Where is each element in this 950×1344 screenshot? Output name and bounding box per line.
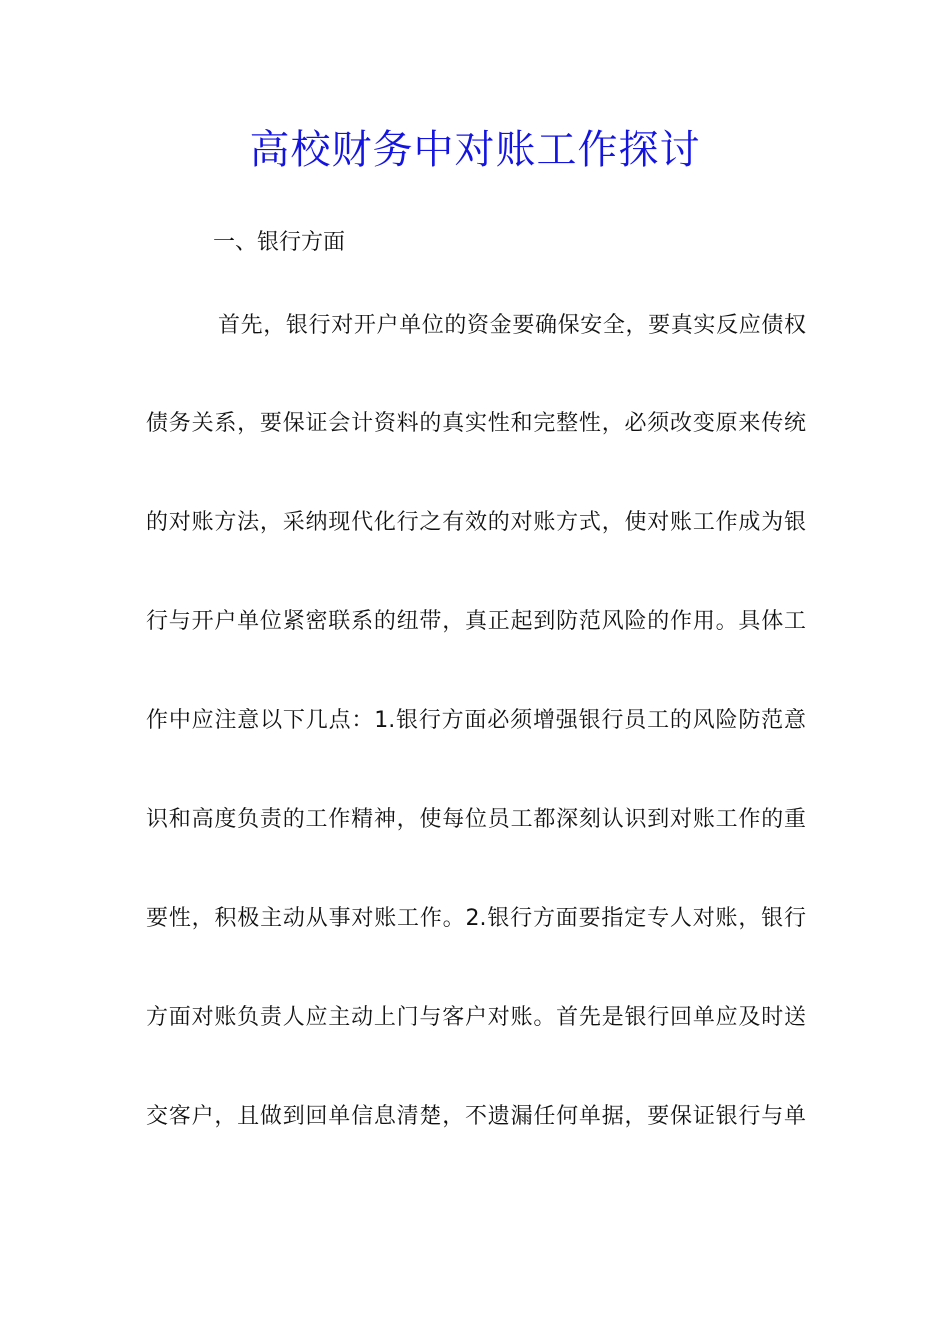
body-line: 识和高度负责的工作精神，使每位员工都深刻认识到对账工作的重: [146, 807, 806, 832]
body-line: 交客户，且做到回单信息清楚，不遗漏任何单据，要保证银行与单: [146, 1104, 806, 1129]
document-title: 高校财务中对账工作探讨: [249, 127, 701, 173]
body-line: 债务关系，要保证会计资料的真实性和完整性，必须改变原来传统: [146, 411, 806, 436]
body-line: 要性，积极主动从事对账工作。2.银行方面要指定专人对账，银行: [146, 906, 806, 931]
body-line: 行与开户单位紧密联系的纽带，真正起到防范风险的作用。具体工: [146, 609, 806, 634]
body-line: 首先，银行对开户单位的资金要确保安全，要真实反应债权: [218, 313, 806, 338]
body-line: 方面对账负责人应主动上门与客户对账。首先是银行回单应及时送: [146, 1005, 806, 1030]
body-line: 的对账方法，采纳现代化行之有效的对账方式，使对账工作成为银: [146, 510, 806, 535]
section-heading: 一、银行方面: [213, 230, 346, 255]
body-line: 作中应注意以下几点：1.银行方面必须增强银行员工的风险防范意: [146, 708, 806, 733]
